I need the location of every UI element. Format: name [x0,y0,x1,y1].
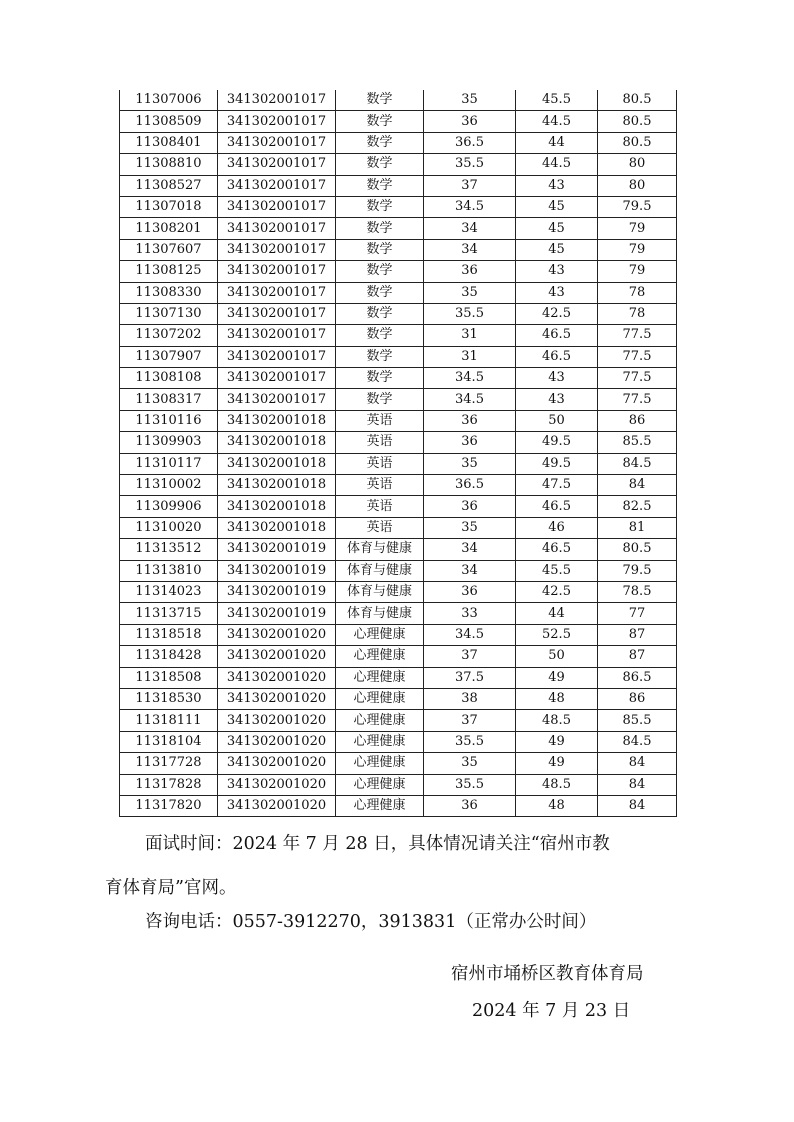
consult-phone-notice: 咨询电话：0557-3912270，3913831（正常办公时间） [145,912,597,932]
subject-cell: 心理健康 [336,731,424,752]
written-score-cell: 35 [424,753,516,774]
table-row [120,688,677,709]
exam-number-cell: 11317828 [120,774,218,795]
exam-number-cell: 11310020 [120,517,218,538]
table-row [120,603,677,624]
position-code-cell: 341302001017 [218,261,336,282]
table-row [120,432,677,453]
position-code-cell: 341302001017 [218,175,336,196]
table-row [120,753,677,774]
subject-cell: 数学 [336,154,424,175]
subject-cell: 心理健康 [336,774,424,795]
exam-number-cell: 11310002 [120,475,218,496]
results-table [119,90,677,817]
position-code-cell: 341302001018 [218,475,336,496]
skill-score-cell: 44 [516,132,598,153]
total-score-cell: 84 [598,753,677,774]
subject-cell: 数学 [336,282,424,303]
total-score-cell: 84 [598,475,677,496]
skill-score-cell: 46.5 [516,539,598,560]
total-score-cell: 77.5 [598,346,677,367]
subject-cell: 数学 [336,132,424,153]
total-score-cell: 80.5 [598,132,677,153]
position-code-cell: 341302001017 [218,154,336,175]
subject-cell: 心理健康 [336,646,424,667]
written-score-cell: 31 [424,346,516,367]
written-score-cell: 34.5 [424,624,516,645]
position-code-cell: 341302001018 [218,410,336,431]
table-row [120,389,677,410]
skill-score-cell: 50 [516,410,598,431]
subject-cell: 体育与健康 [336,539,424,560]
written-score-cell: 36 [424,496,516,517]
skill-score-cell: 45 [516,196,598,217]
table-row [120,517,677,538]
skill-score-cell: 46.5 [516,325,598,346]
exam-number-cell: 11308125 [120,261,218,282]
position-code-cell: 341302001017 [218,196,336,217]
position-code-cell: 341302001017 [218,132,336,153]
table-row [120,346,677,367]
subject-cell: 数学 [336,389,424,410]
written-score-cell: 36 [424,261,516,282]
table-row [120,731,677,752]
table-row [120,410,677,431]
written-score-cell: 36 [424,581,516,602]
exam-number-cell: 11310117 [120,453,218,474]
written-score-cell: 31 [424,325,516,346]
interview-notice-line2: 育体育局”官网。 [105,878,237,898]
total-score-cell: 80.5 [598,111,677,132]
total-score-cell: 79.5 [598,560,677,581]
written-score-cell: 34.5 [424,368,516,389]
skill-score-cell: 43 [516,282,598,303]
written-score-cell: 35.5 [424,731,516,752]
position-code-cell: 341302001017 [218,90,336,111]
position-code-cell: 341302001018 [218,496,336,517]
table-row [120,774,677,795]
table-row [120,795,677,816]
written-score-cell: 38 [424,688,516,709]
position-code-cell: 341302001020 [218,795,336,816]
subject-cell: 数学 [336,218,424,239]
total-score-cell: 79.5 [598,196,677,217]
table-row [120,475,677,496]
table-row [120,496,677,517]
written-score-cell: 36 [424,795,516,816]
written-score-cell: 34.5 [424,389,516,410]
skill-score-cell: 47.5 [516,475,598,496]
position-code-cell: 341302001018 [218,432,336,453]
total-score-cell: 86 [598,688,677,709]
exam-number-cell: 11318104 [120,731,218,752]
position-code-cell: 341302001019 [218,539,336,560]
position-code-cell: 341302001017 [218,346,336,367]
exam-number-cell: 11307018 [120,196,218,217]
written-score-cell: 35.5 [424,303,516,324]
table-row [120,282,677,303]
subject-cell: 心理健康 [336,795,424,816]
table-row [120,368,677,389]
total-score-cell: 87 [598,624,677,645]
subject-cell: 英语 [336,496,424,517]
skill-score-cell: 48 [516,795,598,816]
subject-cell: 数学 [336,325,424,346]
table-row [120,90,677,111]
total-score-cell: 77.5 [598,325,677,346]
skill-score-cell: 45.5 [516,90,598,111]
table-row [120,261,677,282]
skill-score-cell: 44 [516,603,598,624]
exam-number-cell: 11318530 [120,688,218,709]
exam-number-cell: 11308509 [120,111,218,132]
total-score-cell: 85.5 [598,432,677,453]
total-score-cell: 86.5 [598,667,677,688]
exam-number-cell: 11317728 [120,753,218,774]
subject-cell: 数学 [336,175,424,196]
table-row [120,710,677,731]
position-code-cell: 341302001019 [218,603,336,624]
total-score-cell: 78 [598,303,677,324]
position-code-cell: 341302001020 [218,667,336,688]
position-code-cell: 341302001020 [218,731,336,752]
issuer-name: 宿州市埇桥区教育体育局 [451,964,644,984]
table-row [120,175,677,196]
skill-score-cell: 44.5 [516,154,598,175]
position-code-cell: 341302001019 [218,581,336,602]
exam-number-cell: 11308108 [120,368,218,389]
exam-number-cell: 11313715 [120,603,218,624]
subject-cell: 数学 [336,346,424,367]
subject-cell: 数学 [336,196,424,217]
written-score-cell: 35.5 [424,154,516,175]
exam-number-cell: 11308527 [120,175,218,196]
exam-number-cell: 11309903 [120,432,218,453]
written-score-cell: 34.5 [424,196,516,217]
position-code-cell: 341302001018 [218,453,336,474]
skill-score-cell: 45 [516,239,598,260]
exam-number-cell: 11307130 [120,303,218,324]
written-score-cell: 34 [424,218,516,239]
position-code-cell: 341302001017 [218,111,336,132]
subject-cell: 数学 [336,261,424,282]
table-row [120,667,677,688]
subject-cell: 心理健康 [336,624,424,645]
skill-score-cell: 48.5 [516,710,598,731]
skill-score-cell: 46.5 [516,346,598,367]
skill-score-cell: 43 [516,175,598,196]
position-code-cell: 341302001017 [218,218,336,239]
table-row [120,539,677,560]
total-score-cell: 80.5 [598,539,677,560]
skill-score-cell: 42.5 [516,303,598,324]
total-score-cell: 79 [598,218,677,239]
skill-score-cell: 49 [516,731,598,752]
written-score-cell: 34 [424,539,516,560]
subject-cell: 英语 [336,517,424,538]
total-score-cell: 85.5 [598,710,677,731]
exam-number-cell: 11313810 [120,560,218,581]
skill-score-cell: 49.5 [516,453,598,474]
skill-score-cell: 43 [516,389,598,410]
subject-cell: 体育与健康 [336,603,424,624]
position-code-cell: 341302001017 [218,282,336,303]
skill-score-cell: 48.5 [516,774,598,795]
written-score-cell: 35 [424,517,516,538]
total-score-cell: 79 [598,261,677,282]
written-score-cell: 36 [424,410,516,431]
written-score-cell: 34 [424,560,516,581]
skill-score-cell: 45.5 [516,560,598,581]
subject-cell: 英语 [336,410,424,431]
exam-number-cell: 11308401 [120,132,218,153]
subject-cell: 数学 [336,303,424,324]
exam-number-cell: 11313512 [120,539,218,560]
table-row [120,453,677,474]
skill-score-cell: 49.5 [516,432,598,453]
subject-cell: 数学 [336,239,424,260]
written-score-cell: 36.5 [424,132,516,153]
position-code-cell: 341302001020 [218,646,336,667]
exam-number-cell: 11318508 [120,667,218,688]
total-score-cell: 84.5 [598,731,677,752]
exam-number-cell: 11308330 [120,282,218,303]
written-score-cell: 35.5 [424,774,516,795]
table-row [120,325,677,346]
position-code-cell: 341302001017 [218,239,336,260]
written-score-cell: 33 [424,603,516,624]
total-score-cell: 78.5 [598,581,677,602]
subject-cell: 心理健康 [336,710,424,731]
exam-number-cell: 11309906 [120,496,218,517]
exam-number-cell: 11314023 [120,581,218,602]
subject-cell: 英语 [336,432,424,453]
skill-score-cell: 43 [516,368,598,389]
total-score-cell: 80 [598,154,677,175]
written-score-cell: 36 [424,432,516,453]
subject-cell: 心理健康 [336,667,424,688]
table-row [120,196,677,217]
total-score-cell: 84.5 [598,453,677,474]
written-score-cell: 35 [424,282,516,303]
subject-cell: 数学 [336,368,424,389]
skill-score-cell: 45 [516,218,598,239]
subject-cell: 数学 [336,90,424,111]
position-code-cell: 341302001017 [218,325,336,346]
skill-score-cell: 46.5 [516,496,598,517]
written-score-cell: 37 [424,710,516,731]
subject-cell: 体育与健康 [336,560,424,581]
skill-score-cell: 43 [516,261,598,282]
exam-number-cell: 11308201 [120,218,218,239]
subject-cell: 数学 [336,111,424,132]
table-row [120,154,677,175]
table-row [120,624,677,645]
total-score-cell: 77.5 [598,389,677,410]
skill-score-cell: 44.5 [516,111,598,132]
exam-number-cell: 11318428 [120,646,218,667]
total-score-cell: 84 [598,774,677,795]
subject-cell: 体育与健康 [336,581,424,602]
table-row [120,132,677,153]
written-score-cell: 37 [424,646,516,667]
subject-cell: 英语 [336,475,424,496]
subject-cell: 心理健康 [336,753,424,774]
skill-score-cell: 49 [516,753,598,774]
exam-number-cell: 11318111 [120,710,218,731]
table-row [120,111,677,132]
written-score-cell: 34 [424,239,516,260]
position-code-cell: 341302001018 [218,517,336,538]
exam-number-cell: 11308317 [120,389,218,410]
written-score-cell: 35 [424,453,516,474]
position-code-cell: 341302001020 [218,688,336,709]
total-score-cell: 78 [598,282,677,303]
table-row [120,646,677,667]
position-code-cell: 341302001020 [218,774,336,795]
written-score-cell: 36 [424,111,516,132]
total-score-cell: 77.5 [598,368,677,389]
issue-date: 2024 年 7 月 23 日 [472,1001,631,1021]
subject-cell: 心理健康 [336,688,424,709]
total-score-cell: 80 [598,175,677,196]
total-score-cell: 84 [598,795,677,816]
exam-number-cell: 11317820 [120,795,218,816]
written-score-cell: 36.5 [424,475,516,496]
position-code-cell: 341302001017 [218,303,336,324]
table-row [120,560,677,581]
total-score-cell: 82.5 [598,496,677,517]
exam-number-cell: 11318518 [120,624,218,645]
position-code-cell: 341302001020 [218,710,336,731]
total-score-cell: 80.5 [598,90,677,111]
skill-score-cell: 50 [516,646,598,667]
position-code-cell: 341302001017 [218,368,336,389]
skill-score-cell: 42.5 [516,581,598,602]
written-score-cell: 37.5 [424,667,516,688]
skill-score-cell: 46 [516,517,598,538]
exam-number-cell: 11307607 [120,239,218,260]
total-score-cell: 77 [598,603,677,624]
total-score-cell: 81 [598,517,677,538]
written-score-cell: 37 [424,175,516,196]
skill-score-cell: 52.5 [516,624,598,645]
total-score-cell: 87 [598,646,677,667]
table-row [120,303,677,324]
table-row [120,239,677,260]
position-code-cell: 341302001020 [218,753,336,774]
table-row [120,218,677,239]
position-code-cell: 341302001019 [218,560,336,581]
table-row [120,581,677,602]
total-score-cell: 86 [598,410,677,431]
total-score-cell: 79 [598,239,677,260]
skill-score-cell: 48 [516,688,598,709]
skill-score-cell: 49 [516,667,598,688]
subject-cell: 英语 [336,453,424,474]
exam-number-cell: 11307907 [120,346,218,367]
interview-notice-line1: 面试时间：2024 年 7 月 28 日，具体情况请关注“宿州市教 [145,834,610,854]
exam-number-cell: 11310116 [120,410,218,431]
written-score-cell: 35 [424,90,516,111]
exam-number-cell: 11307006 [120,90,218,111]
exam-number-cell: 11307202 [120,325,218,346]
position-code-cell: 341302001020 [218,624,336,645]
position-code-cell: 341302001017 [218,389,336,410]
exam-number-cell: 11308810 [120,154,218,175]
